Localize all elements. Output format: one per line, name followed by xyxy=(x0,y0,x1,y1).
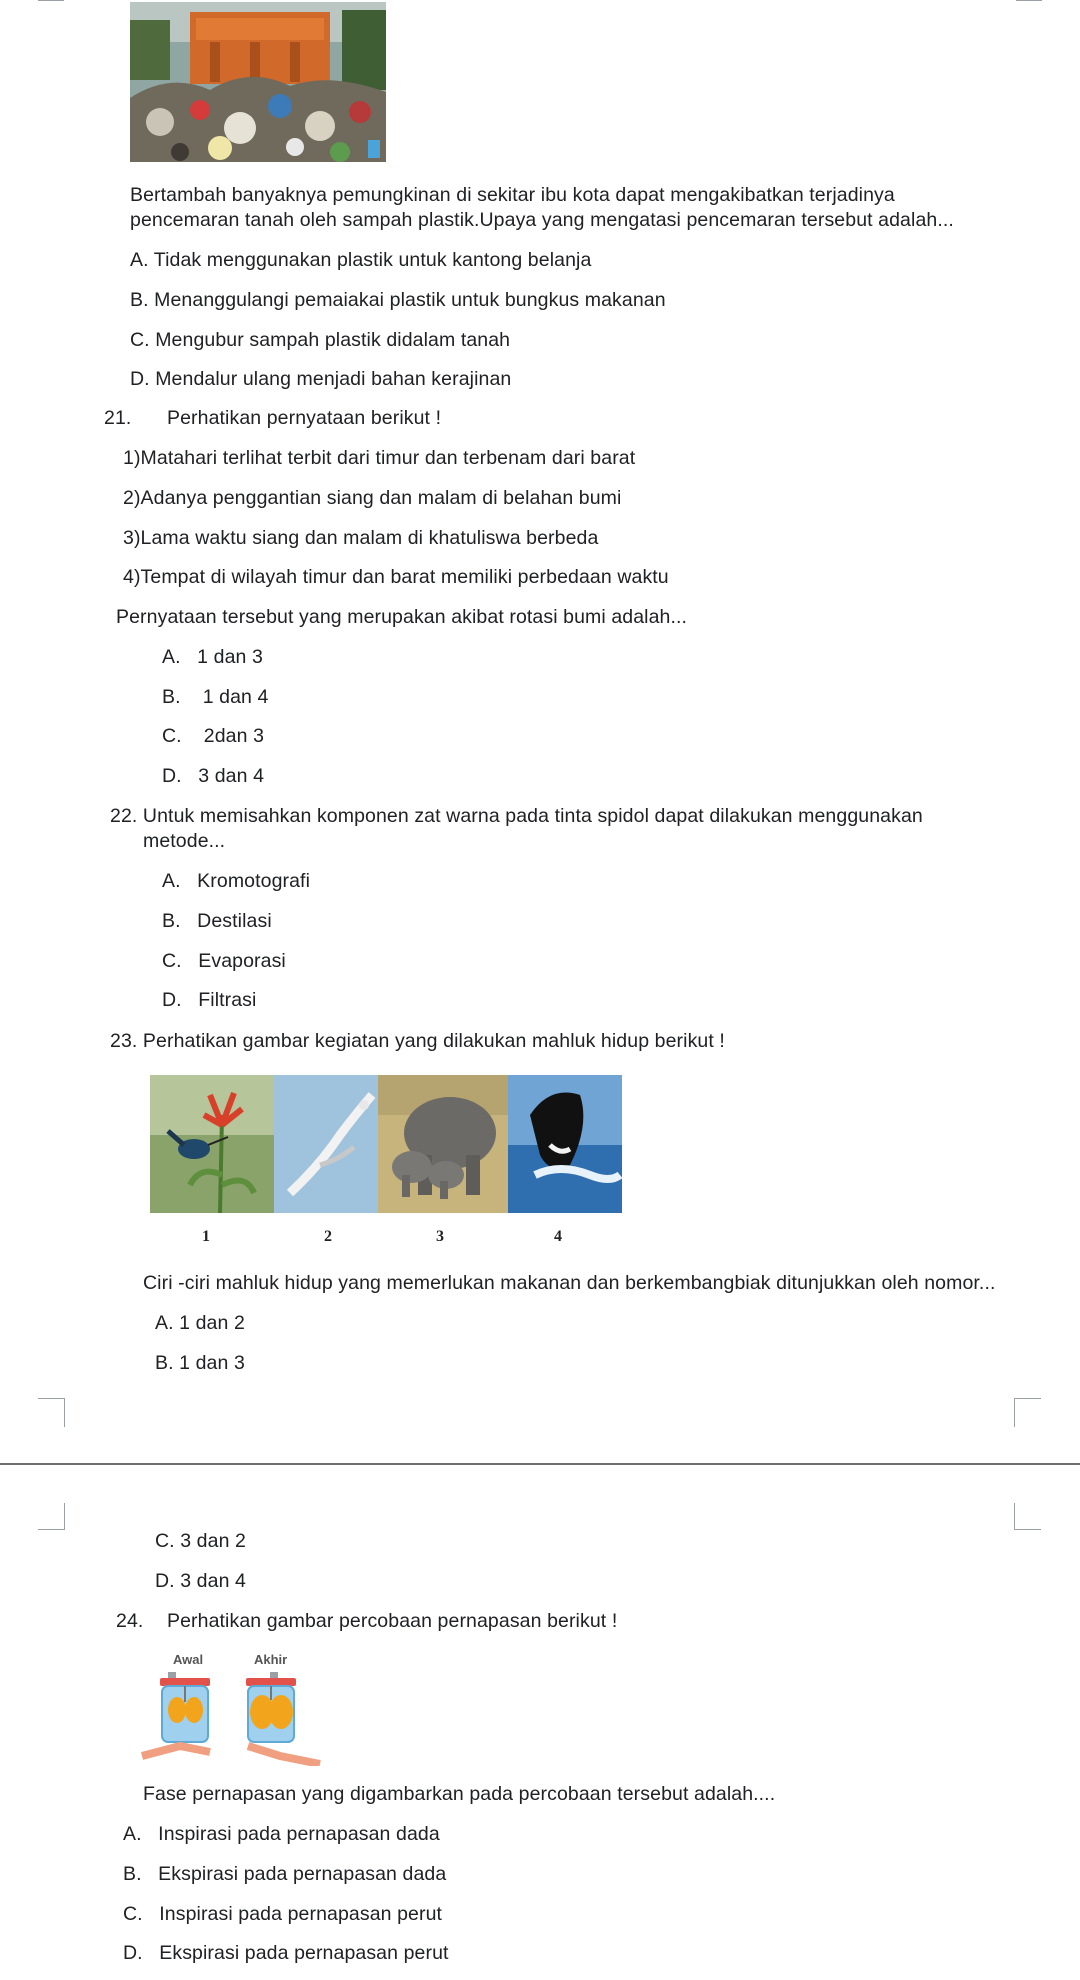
q22-option-c: C. Evaporasi xyxy=(162,950,286,972)
q24-stem: Perhatikan gambar percobaan pernapasan berikut ! xyxy=(167,1610,618,1632)
q24-option-c: C. Inspirasi pada pernapasan perut xyxy=(123,1903,443,1925)
q24-question: Fase pernapasan yang digambarkan pada percobaan tersebut adalah.... xyxy=(143,1783,776,1805)
q20-stem-line1: Bertambah banyaknya pemungkinan di sekitar ibu kota dapat mengakibatkan terjadinya xyxy=(130,184,895,206)
q22-stem-line1: 22. Untuk memisahkan komponen zat warna pada tinta spidol dapat dilakukan menggunakan xyxy=(110,805,923,827)
living-thing-label-3: 3 xyxy=(436,1228,444,1245)
q20-option-a: A. Tidak menggunakan plastik untuk kantong belanja xyxy=(130,249,592,271)
q21-option-a: A. 1 dan 3 xyxy=(162,646,263,668)
q24-option-a: A. Inspirasi pada pernapasan dada xyxy=(123,1823,440,1845)
crop-mark-page-start-right xyxy=(1014,1503,1041,1530)
breathing-experiment-diagram xyxy=(140,1648,326,1766)
q21-option-c: C. 2dan 3 xyxy=(162,725,265,747)
q20-option-b: B. Menanggulangi pemaiakai plastik untuk bungkus makanan xyxy=(130,289,666,311)
q22-stem-line2: metode... xyxy=(143,830,226,852)
q21-statement-2: 2)Adanya penggantian siang dan malam di belahan bumi xyxy=(123,487,622,509)
q21-question: Pernyataan tersebut yang merupakan akibat rotasi bumi adalah... xyxy=(116,606,688,628)
q22-option-b: B. Destilasi xyxy=(162,910,272,932)
q21-option-b: B. 1 dan 4 xyxy=(162,686,269,708)
q23-option-a: A. 1 dan 2 xyxy=(155,1312,245,1334)
q23-stem: 23. Perhatikan gambar kegiatan yang dilakukan mahluk hidup berikut ! xyxy=(110,1030,725,1052)
crop-mark-page-end-left xyxy=(38,1398,65,1427)
label-awal: Awal xyxy=(173,1652,204,1667)
q24-option-b: B. Ekspirasi pada pernapasan dada xyxy=(123,1863,447,1885)
q22-option-d: D. Filtrasi xyxy=(162,989,257,1011)
q23-option-c: C. 3 dan 2 xyxy=(155,1530,246,1552)
crop-mark-page-start-left xyxy=(38,1503,65,1530)
q22-option-a: A. Kromotografi xyxy=(162,870,311,892)
q24-option-d: D. Ekspirasi pada pernapasan perut xyxy=(123,1942,449,1964)
trash-truck-photo xyxy=(130,2,386,162)
living-things-images xyxy=(150,1075,622,1245)
q23-question: Ciri -ciri mahluk hidup yang memerlukan makanan dan berkembangbiak ditunjukkan oleh nomor... xyxy=(143,1272,996,1294)
crop-mark-top-left xyxy=(38,0,64,2)
q21-option-d: D. 3 dan 4 xyxy=(162,765,265,787)
living-thing-label-1: 1 xyxy=(202,1228,210,1245)
crop-mark-page-end-right xyxy=(1014,1398,1041,1427)
q24-number: 24. xyxy=(116,1610,144,1632)
q20-stem-line2: pencemaran tanah oleh sampah plastik.Upaya yang mengatasi pencemaran tersebut adalah... xyxy=(130,209,954,231)
label-akhir: Akhir xyxy=(254,1652,288,1667)
q21-statement-1: 1)Matahari terlihat terbit dari timur dan terbenam dari barat xyxy=(123,447,636,469)
crop-mark-top-right xyxy=(1016,0,1042,2)
q21-statement-4: 4)Tempat di wilayah timur dan barat memiliki perbedaan waktu xyxy=(123,566,669,588)
q23-option-b: B. 1 dan 3 xyxy=(155,1352,245,1374)
q20-option-c: C. Mengubur sampah plastik didalam tanah xyxy=(130,329,511,351)
living-thing-label-4: 4 xyxy=(554,1228,562,1245)
q21-number: 21. xyxy=(104,407,132,429)
q20-option-d: D. Mendalur ulang menjadi bahan kerajinan xyxy=(130,368,512,390)
q23-option-d: D. 3 dan 4 xyxy=(155,1570,246,1592)
page-divider xyxy=(0,1463,1080,1465)
q21-stem: Perhatikan pernyataan berikut ! xyxy=(167,407,442,429)
q21-statement-3: 3)Lama waktu siang dan malam di khatuliswa berbeda xyxy=(123,527,599,549)
living-thing-label-2: 2 xyxy=(324,1228,332,1245)
